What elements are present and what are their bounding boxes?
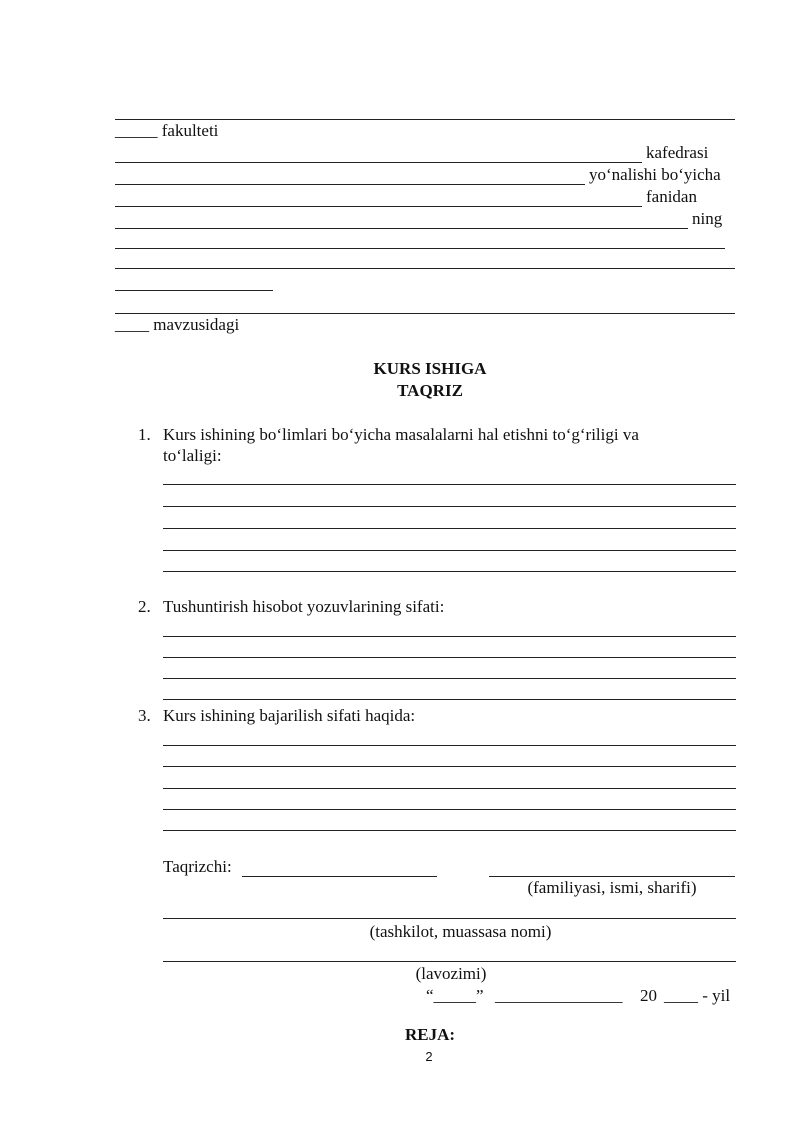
blank-line — [115, 119, 735, 120]
answer-line — [163, 484, 736, 485]
name-caption: (familiyasi, ismi, sharifi) — [527, 878, 697, 897]
answer-line — [163, 550, 736, 551]
reviewer-name-line — [489, 876, 735, 877]
page-number: 2 — [425, 1049, 433, 1064]
answer-line — [163, 571, 736, 572]
blank-line — [115, 290, 273, 291]
item-number: 2. — [138, 597, 151, 616]
organization-line — [163, 918, 736, 919]
blank-line — [115, 206, 642, 207]
answer-line — [163, 678, 736, 679]
reviewer-signature-line — [242, 876, 437, 877]
blank-line — [115, 162, 642, 163]
document-title-line1: KURS ISHIGA — [373, 359, 487, 378]
answer-line — [163, 809, 736, 810]
document-title-line2: TAQRIZ — [397, 381, 463, 400]
answer-line — [163, 699, 736, 700]
answer-line — [163, 766, 736, 767]
blank-line — [115, 184, 585, 185]
answer-line — [163, 745, 736, 746]
date-month: _______________ — [495, 986, 623, 1005]
item-number: 3. — [138, 706, 151, 725]
answer-line — [163, 657, 736, 658]
item-text: Kurs ishining bajarilish sifati haqida: — [163, 706, 416, 725]
direction-label: yo‘nalishi bo‘yicha — [589, 165, 721, 184]
reviewer-label: Taqrizchi: — [163, 857, 232, 876]
blank-line — [115, 268, 735, 269]
position-caption: (lavozimi) — [415, 964, 487, 983]
faculty-label: _____ fakulteti — [115, 121, 219, 140]
answer-line — [163, 830, 736, 831]
blank-line — [115, 313, 735, 314]
department-label: kafedrasi — [646, 143, 709, 162]
date-day: “_____” — [426, 986, 484, 1005]
blank-line — [115, 228, 688, 229]
plan-heading: REJA: — [404, 1025, 456, 1044]
student-suffix-label: ning — [692, 209, 723, 228]
blank-line — [115, 248, 725, 249]
topic-label: ____ mavzusidagi — [115, 315, 240, 334]
answer-line — [163, 506, 736, 507]
answer-line — [163, 636, 736, 637]
date-tail: ____ - yil — [664, 986, 731, 1005]
item-number: 1. — [138, 425, 151, 444]
position-line — [163, 961, 736, 962]
date-year: 20 — [640, 986, 657, 1005]
answer-line — [163, 528, 736, 529]
organization-caption: (tashkilot, muassasa nomi) — [369, 922, 552, 941]
answer-line — [163, 788, 736, 789]
subject-label: fanidan — [646, 187, 697, 206]
item-text: Tushuntirish hisobot yozuvlarining sifati: — [163, 597, 445, 616]
item-text: Kurs ishining bo‘limlari bo‘yicha masalalarni hal etishni to‘g‘riligi va — [163, 425, 639, 444]
item-text: to‘laligi: — [163, 446, 222, 465]
